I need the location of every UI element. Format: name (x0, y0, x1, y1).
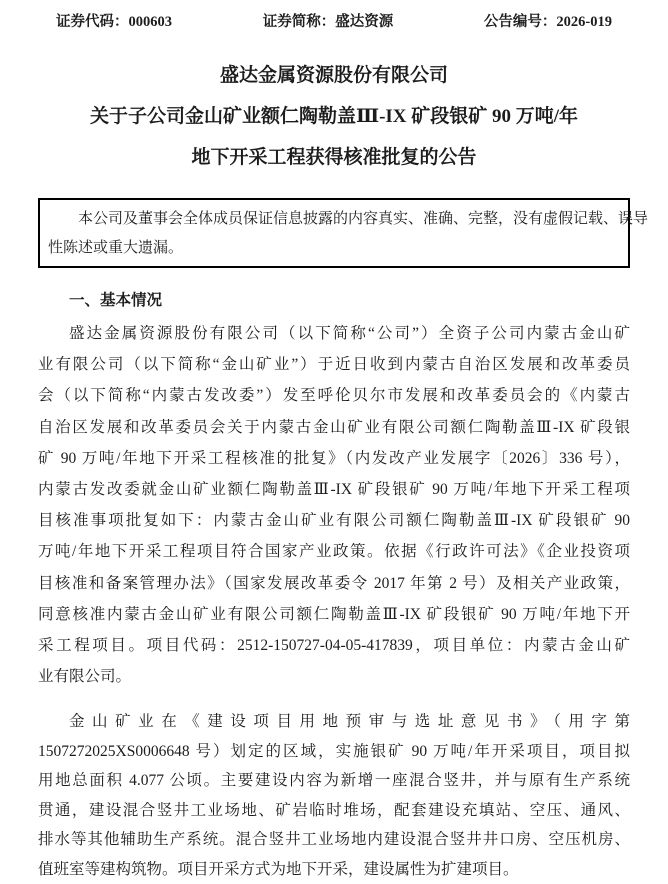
section-heading-basic-info: 一、基本情况 (69, 292, 163, 309)
body-line: 贯通，建设混合竖井工业场地、矿岩临时堆场，配套建设充填站、空压、通风、 (38, 801, 630, 819)
body-line: 目核准和备案管理办法》（国家发展改革委令 2017 年第 2 号）及相关产业政策， (38, 574, 630, 592)
body-line: 采工程项目。项目代码：2512-150727-04-05-417839，项目单位：内蒙古金山矿 (38, 637, 630, 655)
securities-header (38, 8, 630, 31)
body-line: 业有限公司。 (38, 668, 132, 686)
body-line: 金山矿业在《建设项目用地预审与选址意见书》（用字第 (69, 713, 630, 731)
body-line: 排水等其他辅助生产系统。混合竖井工业场地内建设混合竖井井口房、空压机房、 (38, 831, 630, 849)
body-line: 1507272025XS0006648 号）划定的区域，实施银矿 90 万吨/年开采项目，项目拟 (38, 742, 630, 760)
document-title (38, 55, 630, 178)
stock-name (263, 10, 394, 31)
stock-name-label: 证券简称： (262, 14, 336, 30)
title-line-3: 地下开采工程获得核准批复的公告 (191, 147, 477, 168)
body-line: 盛达金属资源股份有限公司（以下简称“公司”）全资子公司内蒙古金山矿 (69, 325, 630, 342)
announcement-number (484, 10, 612, 31)
paragraph-approval-details (38, 318, 630, 692)
paragraph-project-construction (38, 707, 630, 884)
body-line: 矿 90 万吨/年地下开采工程核准的批复》（内发改产业发展字〔2026〕336 号）， (38, 449, 630, 467)
body-line: 用地总面积 4.077 公顷。主要建设内容为新增一座混合竖井，并与原有生产系统 (38, 772, 630, 790)
stock-name-value: 盛达资源 (335, 14, 394, 30)
body-line: 同意核准内蒙古金山矿业有限公司额仁陶勒盖Ⅲ-IX 矿段银矿 90 万吨/年地下开 (38, 605, 630, 623)
announcement-number-label: 公告编号： (483, 14, 557, 30)
body-line: 万吨/年地下开采工程项目符合国家产业政策。依据《行政许可法》《企业投资项 (38, 543, 630, 561)
body-line: 自治区发展和改革委员会关于内蒙古金山矿业有限公司额仁陶勒盖Ⅲ-IX 矿段银 (38, 418, 630, 436)
body-line: 会（以下简称“内蒙古发改委”）发至呼伦贝尔市发展和改革委员会的《内蒙古 (38, 387, 630, 405)
disclaimer-line: 性陈述或重大遗漏。 (48, 240, 184, 256)
body-line: 值班室等建构筑物。项目开采方式为地下开采，建设属性为扩建项目。 (38, 860, 519, 878)
stock-code (56, 10, 172, 31)
body-line: 内蒙古发改委就金山矿业额仁陶勒盖Ⅲ-IX 矿段银矿 90 万吨/年地下开采工程项 (38, 481, 630, 499)
body-line: 目核准事项批复如下：内蒙古金山矿业有限公司额仁陶勒盖Ⅲ-IX 矿段银矿 90 (38, 512, 630, 530)
company-name: 盛达金属资源股份有限公司 (219, 65, 448, 86)
stock-code-value: 000603 (128, 14, 172, 30)
stock-code-label: 证券代码： (56, 14, 129, 30)
announcement-number-value: 2026-019 (556, 14, 612, 30)
body-line: 业有限公司（以下简称“金山矿业”）于近日收到内蒙古自治区发展和改革委员 (38, 356, 630, 374)
disclaimer-box (38, 198, 649, 268)
title-line-2: 关于子公司金山矿业额仁陶勒盖Ⅲ-IX 矿段银矿 90 万吨/年 (89, 106, 579, 127)
disclaimer-line: 本公司及董事会全体成员保证信息披露的内容真实、准确、完整，没有虚假记载、误导 (78, 211, 649, 227)
